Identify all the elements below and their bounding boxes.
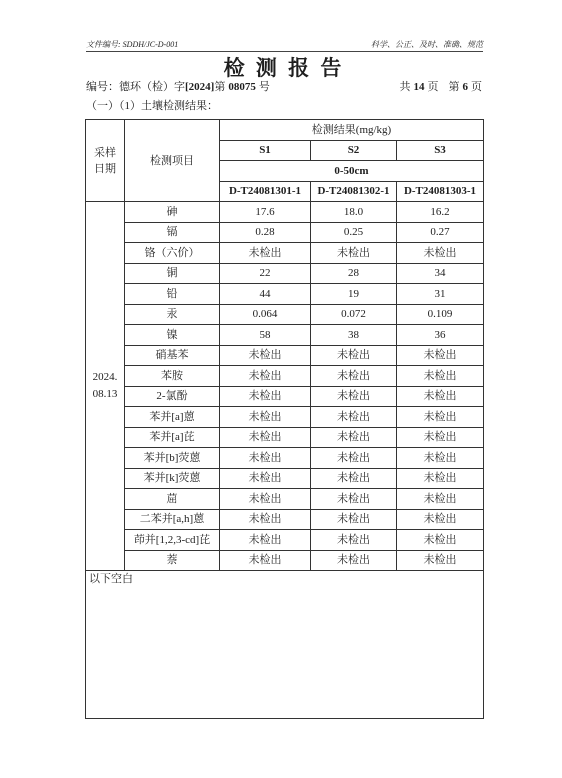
report-number-prefix: 编号：德环（检）字 <box>86 81 185 93</box>
test-item-cell: 铅 <box>125 284 220 305</box>
test-item-cell: 苯并[b]荧蒽 <box>125 448 220 469</box>
report-title: 检 测 报 告 <box>223 56 345 80</box>
result-cell-s1: 未检出 <box>220 530 311 551</box>
table-row <box>86 407 484 428</box>
result-cell-s1: 未检出 <box>220 345 311 366</box>
total-pages-suffix: 页 <box>427 81 439 93</box>
result-cell-s1: 22 <box>220 263 311 284</box>
test-item-cell: 镍 <box>125 325 220 346</box>
test-item-cell: 苯并[a]蒽 <box>125 407 220 428</box>
report-meta <box>86 80 482 94</box>
sample-code-s2-header: D-T24081302-1 <box>311 181 397 202</box>
test-item-cell: 茚并[1,2,3-cd]芘 <box>125 530 220 551</box>
sampling-date-cell: 2024. 08.13 <box>86 202 125 571</box>
sampling-depth-header: 0-50cm <box>220 161 484 182</box>
result-cell-s1: 未检出 <box>220 427 311 448</box>
result-cell-s1: 0.28 <box>220 222 311 243</box>
result-cell-s3: 未检出 <box>397 550 484 571</box>
result-cell-s3: 未检出 <box>397 366 484 387</box>
sample-site-s1-header: S1 <box>220 140 311 161</box>
total-pages: 14 <box>413 81 425 93</box>
test-item-cell: 铜 <box>125 263 220 284</box>
result-cell-s1: 未检出 <box>220 407 311 428</box>
table-row <box>86 468 484 489</box>
result-cell-s1: 未检出 <box>220 509 311 530</box>
test-item-header: 检测项目 <box>125 120 220 202</box>
test-item-cell: 萘 <box>125 550 220 571</box>
result-cell-s2: 0.072 <box>311 304 397 325</box>
report-number-year: [2024] <box>185 81 215 93</box>
result-cell-s3: 未检出 <box>397 509 484 530</box>
result-cell-s1: 未检出 <box>220 489 311 510</box>
result-cell-s1: 58 <box>220 325 311 346</box>
table-row <box>86 489 484 510</box>
blank-remainder <box>86 571 484 719</box>
table-row <box>86 509 484 530</box>
table-row <box>86 427 484 448</box>
result-cell-s3: 未检出 <box>397 386 484 407</box>
result-cell-s3: 0.109 <box>397 304 484 325</box>
table-row <box>86 243 484 264</box>
result-cell-s2: 未检出 <box>311 448 397 469</box>
result-cell-s2: 28 <box>311 263 397 284</box>
result-cell-s1: 未检出 <box>220 366 311 387</box>
soil-results-table <box>85 119 484 719</box>
section-heading: （一）（1）土壤检测结果： <box>86 100 218 112</box>
result-cell-s3: 未检出 <box>397 489 484 510</box>
test-item-cell: 2-氯酚 <box>125 386 220 407</box>
result-cell-s3: 未检出 <box>397 530 484 551</box>
table-row <box>86 448 484 469</box>
test-item-cell: 苯并[a]芘 <box>125 427 220 448</box>
sampling-date-header: 采样 日期 <box>86 120 125 202</box>
result-cell-s2: 未检出 <box>311 427 397 448</box>
result-cell-s2: 19 <box>311 284 397 305</box>
table-row <box>86 202 484 223</box>
table-row <box>86 325 484 346</box>
test-item-cell: 苯并[k]荧蒽 <box>125 468 220 489</box>
test-item-cell: 二苯并[a,h]蒽 <box>125 509 220 530</box>
result-cell-s3: 未检出 <box>397 427 484 448</box>
result-cell-s3: 16.2 <box>397 202 484 223</box>
table-row <box>86 366 484 387</box>
result-cell-s2: 未检出 <box>311 509 397 530</box>
report-number-suffix: 号 <box>258 81 270 93</box>
result-cell-s1: 未检出 <box>220 243 311 264</box>
test-item-cell: 䓛 <box>125 489 220 510</box>
sample-site-s2-header: S2 <box>311 140 397 161</box>
current-page-prefix: 第 <box>448 81 460 93</box>
result-unit-header: 检测结果(mg/kg) <box>220 120 484 141</box>
result-cell-s1: 17.6 <box>220 202 311 223</box>
document-code: 文件编号: SDDH/JC-D-001 <box>86 40 179 49</box>
result-cell-s2: 未检出 <box>311 366 397 387</box>
result-cell-s2: 未检出 <box>311 489 397 510</box>
result-cell-s2: 未检出 <box>311 407 397 428</box>
table-row <box>86 386 484 407</box>
result-cell-s2: 18.0 <box>311 202 397 223</box>
result-cell-s1: 未检出 <box>220 550 311 571</box>
test-item-cell: 苯胺 <box>125 366 220 387</box>
result-cell-s1: 未检出 <box>220 386 311 407</box>
page-header <box>86 39 483 52</box>
table-row <box>86 530 484 551</box>
result-cell-s2: 未检出 <box>311 243 397 264</box>
report-number-value: 08075 <box>228 81 256 93</box>
result-cell-s3: 34 <box>397 263 484 284</box>
page-counter <box>400 80 483 94</box>
result-cell-s2: 0.25 <box>311 222 397 243</box>
report-number <box>86 80 270 94</box>
result-cell-s2: 38 <box>311 325 397 346</box>
result-cell-s3: 未检出 <box>397 448 484 469</box>
result-cell-s3: 未检出 <box>397 468 484 489</box>
table-row <box>86 263 484 284</box>
test-item-cell: 砷 <box>125 202 220 223</box>
result-cell-s3: 未检出 <box>397 243 484 264</box>
result-cell-s3: 0.27 <box>397 222 484 243</box>
current-page: 6 <box>462 81 468 93</box>
blank-remainder-row <box>86 571 484 719</box>
result-cell-s1: 未检出 <box>220 468 311 489</box>
sample-code-s3-header: D-T24081303-1 <box>397 181 484 202</box>
company-motto: 科学、公正、及时、准确、规范 <box>371 40 483 49</box>
sample-site-s3-header: S3 <box>397 140 484 161</box>
test-item-cell: 铬（六价） <box>125 243 220 264</box>
result-cell-s2: 未检出 <box>311 345 397 366</box>
header-row <box>86 120 484 141</box>
result-cell-s3: 36 <box>397 325 484 346</box>
report-number-di: 第 <box>214 81 226 93</box>
result-cell-s2: 未检出 <box>311 386 397 407</box>
current-page-suffix: 页 <box>471 81 482 93</box>
result-cell-s2: 未检出 <box>311 550 397 571</box>
result-cell-s2: 未检出 <box>311 530 397 551</box>
table-row <box>86 345 484 366</box>
blank-note: 以下空白 <box>89 573 133 585</box>
test-item-cell: 镉 <box>125 222 220 243</box>
result-rows <box>86 202 484 571</box>
result-cell-s3: 未检出 <box>397 407 484 428</box>
total-pages-prefix: 共 <box>399 81 411 93</box>
table-row <box>86 304 484 325</box>
table-row <box>86 222 484 243</box>
result-cell-s1: 0.064 <box>220 304 311 325</box>
result-cell-s1: 44 <box>220 284 311 305</box>
result-cell-s2: 未检出 <box>311 468 397 489</box>
result-cell-s1: 未检出 <box>220 448 311 469</box>
sample-code-s1-header: D-T24081301-1 <box>220 181 311 202</box>
table-row <box>86 550 484 571</box>
test-item-cell: 硝基苯 <box>125 345 220 366</box>
result-cell-s3: 31 <box>397 284 484 305</box>
result-cell-s3: 未检出 <box>397 345 484 366</box>
test-item-cell: 汞 <box>125 304 220 325</box>
table-row <box>86 284 484 305</box>
